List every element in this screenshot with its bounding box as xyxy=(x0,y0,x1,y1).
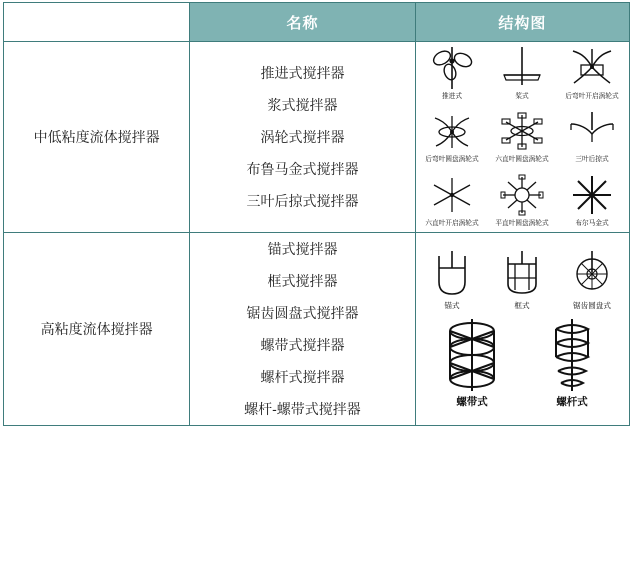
figure-item xyxy=(489,107,555,163)
figure-caption: 锚式 xyxy=(444,300,460,310)
figure-caption: 六直叶圆盘涡轮式 xyxy=(495,156,549,164)
flat-blade-disc-turbine-icon xyxy=(489,171,555,219)
figure-item xyxy=(419,44,485,100)
mixer-table xyxy=(3,2,630,426)
row-figures-high-viscosity xyxy=(415,233,629,426)
figure-caption: 桨式 xyxy=(515,93,529,100)
figure-caption: 布尔马金式 xyxy=(575,219,609,227)
table-row xyxy=(4,233,630,426)
table-header-row xyxy=(4,3,630,42)
figure-item xyxy=(559,171,625,227)
figure-caption: 三叶后掠式 xyxy=(575,156,609,164)
figure-item xyxy=(419,247,485,310)
mixer-name: 螺带式搅拌器 xyxy=(260,337,345,354)
curved-blade-disc-turbine-icon xyxy=(419,107,485,155)
figure-item xyxy=(559,247,625,310)
row-category-low-viscosity: 中低粘度流体搅拌器 xyxy=(4,42,190,233)
header-diagram: 结构图 xyxy=(415,3,629,42)
mixer-name: 浆式搅拌器 xyxy=(267,97,338,114)
figure-caption: 螺带式 xyxy=(456,396,489,408)
figure-item xyxy=(489,171,555,227)
mixer-name: 推进式搅拌器 xyxy=(260,65,345,82)
figure-caption: 六直叶开启涡轮式 xyxy=(425,219,479,227)
mixer-name: 涡轮式搅拌器 xyxy=(260,129,345,146)
sawtooth-disc-icon xyxy=(559,247,625,301)
figure-grid-bottom xyxy=(416,315,629,414)
header-name: 名称 xyxy=(190,3,415,42)
three-blade-swept-back-icon xyxy=(559,107,625,155)
figure-caption: 锯齿圆盘式 xyxy=(573,300,612,310)
table-header xyxy=(4,3,630,42)
table-body xyxy=(4,42,630,426)
mixer-name: 三叶后掠式搅拌器 xyxy=(246,193,359,210)
six-straight-open-turbine-icon xyxy=(419,171,485,219)
figure-caption: 框式 xyxy=(514,300,530,310)
helical-ribbon-icon xyxy=(424,317,520,395)
mixer-name: 螺杆-螺带式搅拌器 xyxy=(244,401,361,418)
figure-item xyxy=(559,44,625,100)
row-category-high-viscosity: 高粘度流体搅拌器 xyxy=(4,233,190,426)
row-names-low-viscosity xyxy=(190,42,415,233)
figure-item xyxy=(489,247,555,310)
figure-grid-top xyxy=(416,245,629,315)
header-category xyxy=(4,3,190,42)
table-row xyxy=(4,42,630,233)
figure-item xyxy=(419,171,485,227)
screw-impeller-icon xyxy=(524,317,620,395)
figure-grid xyxy=(416,42,629,232)
figure-item xyxy=(489,44,555,100)
swept-back-open-turbine-icon xyxy=(559,44,625,92)
six-blade-disc-turbine-icon xyxy=(489,107,555,155)
anchor-impeller-icon xyxy=(419,247,485,301)
figure-caption: 后弯叶开启涡轮式 xyxy=(565,93,619,100)
mixer-name: 锯齿圆盘式搅拌器 xyxy=(246,305,359,322)
row-names-high-viscosity xyxy=(190,233,415,426)
figure-caption: 螺杆式 xyxy=(556,396,589,408)
figure-item xyxy=(559,107,625,163)
paddle-icon xyxy=(489,44,555,92)
figure-item xyxy=(419,107,485,163)
row-figures-low-viscosity xyxy=(415,42,629,233)
brumagin-icon xyxy=(559,171,625,219)
mixer-name: 布鲁马金式搅拌器 xyxy=(246,161,359,178)
propeller-icon xyxy=(419,44,485,92)
figure-caption: 平直叶圆盘涡轮式 xyxy=(495,219,549,227)
mixer-name: 锚式搅拌器 xyxy=(267,241,338,258)
frame-impeller-icon xyxy=(489,247,555,301)
figure-item xyxy=(524,317,620,409)
mixer-name: 框式搅拌器 xyxy=(267,273,338,290)
figure-caption: 后弯叶圆盘涡轮式 xyxy=(425,156,479,164)
figure-item xyxy=(424,317,520,409)
mixer-name: 螺杆式搅拌器 xyxy=(260,369,345,386)
figure-caption: 推进式 xyxy=(442,93,463,100)
